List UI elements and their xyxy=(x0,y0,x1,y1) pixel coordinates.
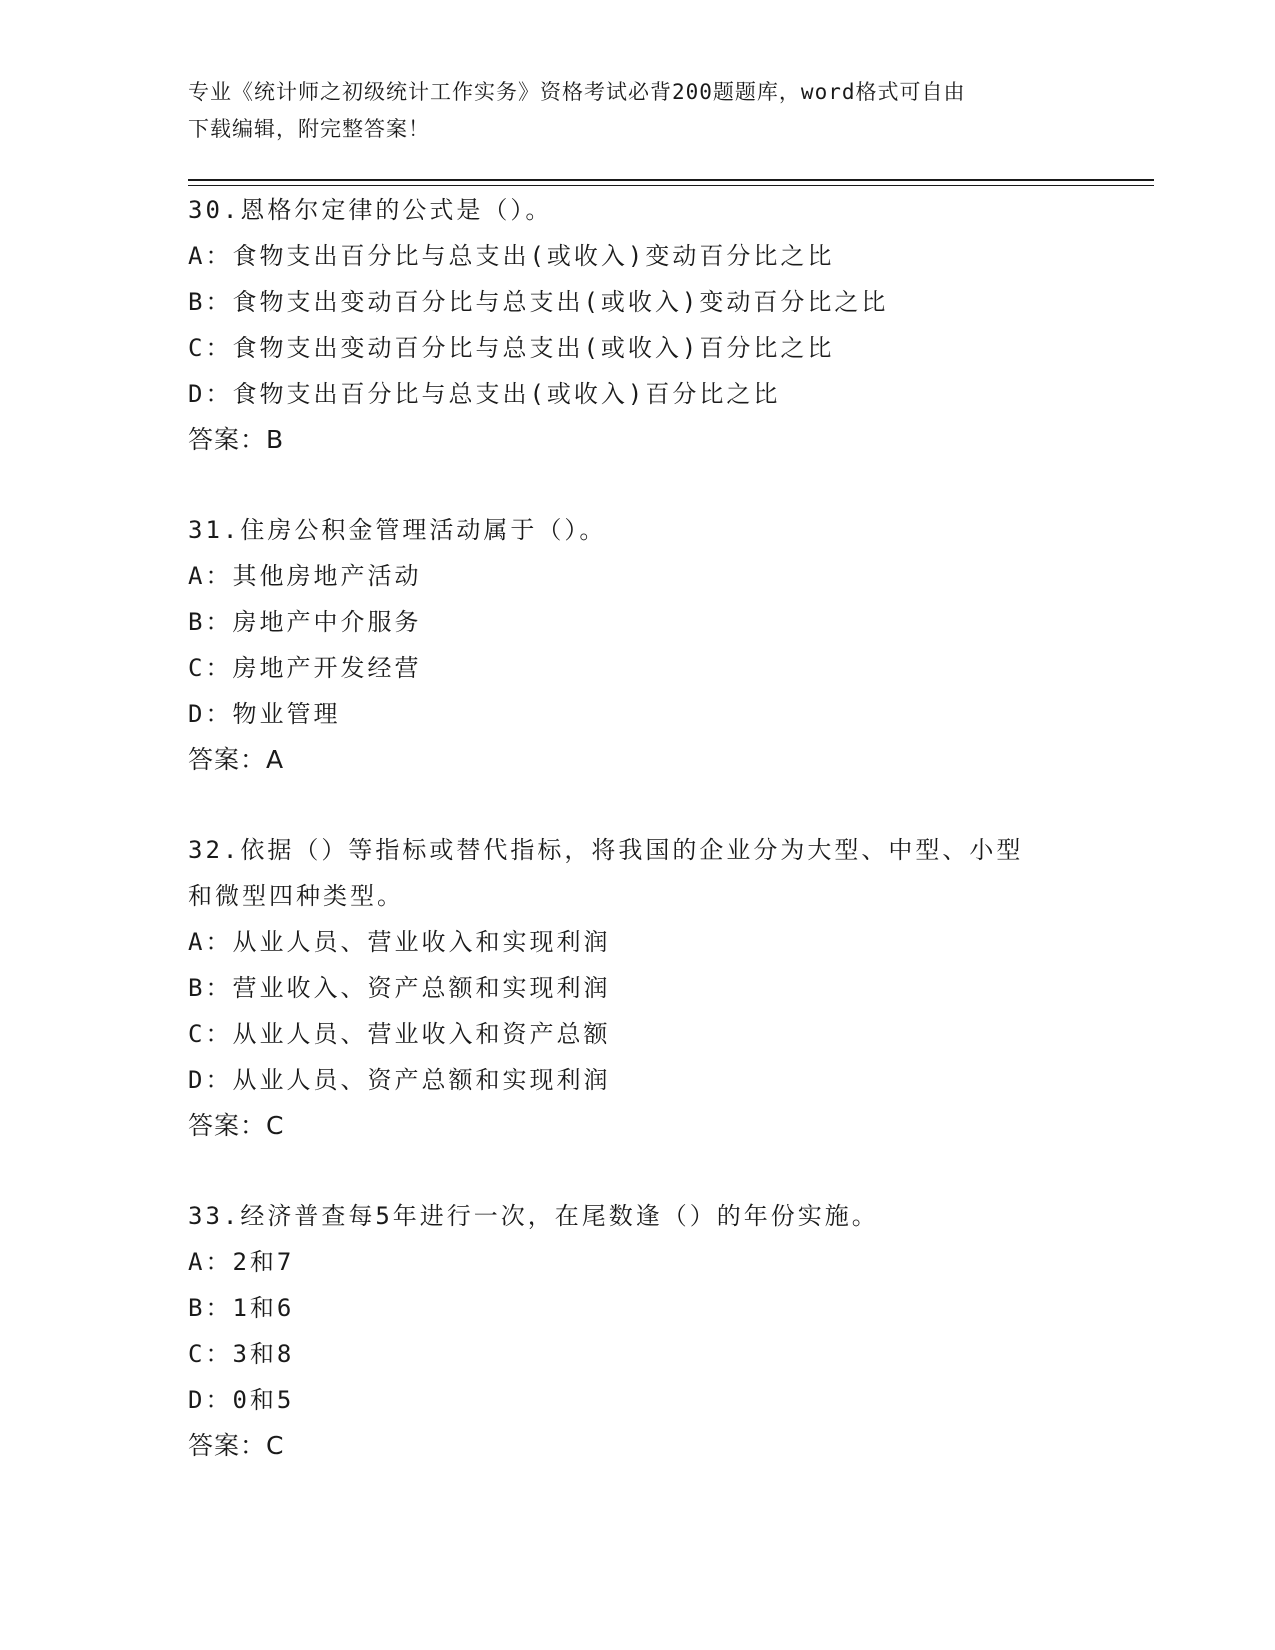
question-stem: 31.住房公积金管理活动属于（）。 xyxy=(188,516,607,544)
option-c: C：食物支出变动百分比与总支出(或收入)百分比之比 xyxy=(188,334,835,362)
header-line-1: 专业《统计师之初级统计工作实务》资格考试必背200题题库，word格式可自由 xyxy=(188,80,966,104)
option-c: C：3和8 xyxy=(188,1340,295,1368)
header-line-2: 下载编辑，附完整答案！ xyxy=(188,117,430,141)
answer: 答案：A xyxy=(188,745,285,774)
question-list xyxy=(188,187,1128,1513)
option-a: A：从业人员、营业收入和实现利润 xyxy=(188,928,611,956)
question-31 xyxy=(188,507,1128,783)
option-d: D：食物支出百分比与总支出(或收入)百分比之比 xyxy=(188,380,781,408)
option-c: C：房地产开发经营 xyxy=(188,654,422,682)
question-30 xyxy=(188,187,1128,463)
document-header xyxy=(188,74,1068,148)
answer: 答案：B xyxy=(188,425,285,454)
option-d: D：从业人员、资产总额和实现利润 xyxy=(188,1066,611,1094)
question-33 xyxy=(188,1193,1128,1469)
question-32 xyxy=(188,827,1128,1149)
question-stem: 30.恩格尔定律的公式是（）。 xyxy=(188,196,553,224)
question-stem: 32.依据（）等指标或替代指标，将我国的企业分为大型、中型、小型 xyxy=(188,836,1024,864)
answer: 答案：C xyxy=(188,1111,285,1140)
option-a: A：2和7 xyxy=(188,1248,295,1276)
header-divider-thick xyxy=(188,179,1154,181)
option-d: D：物业管理 xyxy=(188,700,341,728)
header-divider-thin xyxy=(188,185,1154,186)
question-stem: 33.经济普查每5年进行一次，在尾数逢（）的年份实施。 xyxy=(188,1202,879,1230)
option-c: C：从业人员、营业收入和资产总额 xyxy=(188,1020,611,1048)
option-b: B：房地产中介服务 xyxy=(188,608,422,636)
option-b: B：食物支出变动百分比与总支出(或收入)变动百分比之比 xyxy=(188,288,889,316)
option-a: A：其他房地产活动 xyxy=(188,562,422,590)
option-d: D：0和5 xyxy=(188,1386,295,1414)
option-a: A：食物支出百分比与总支出(或收入)变动百分比之比 xyxy=(188,242,835,270)
answer: 答案：C xyxy=(188,1431,285,1460)
option-b: B：1和6 xyxy=(188,1294,295,1322)
question-stem-continued: 和微型四种类型。 xyxy=(188,882,404,910)
option-b: B：营业收入、资产总额和实现利润 xyxy=(188,974,611,1002)
